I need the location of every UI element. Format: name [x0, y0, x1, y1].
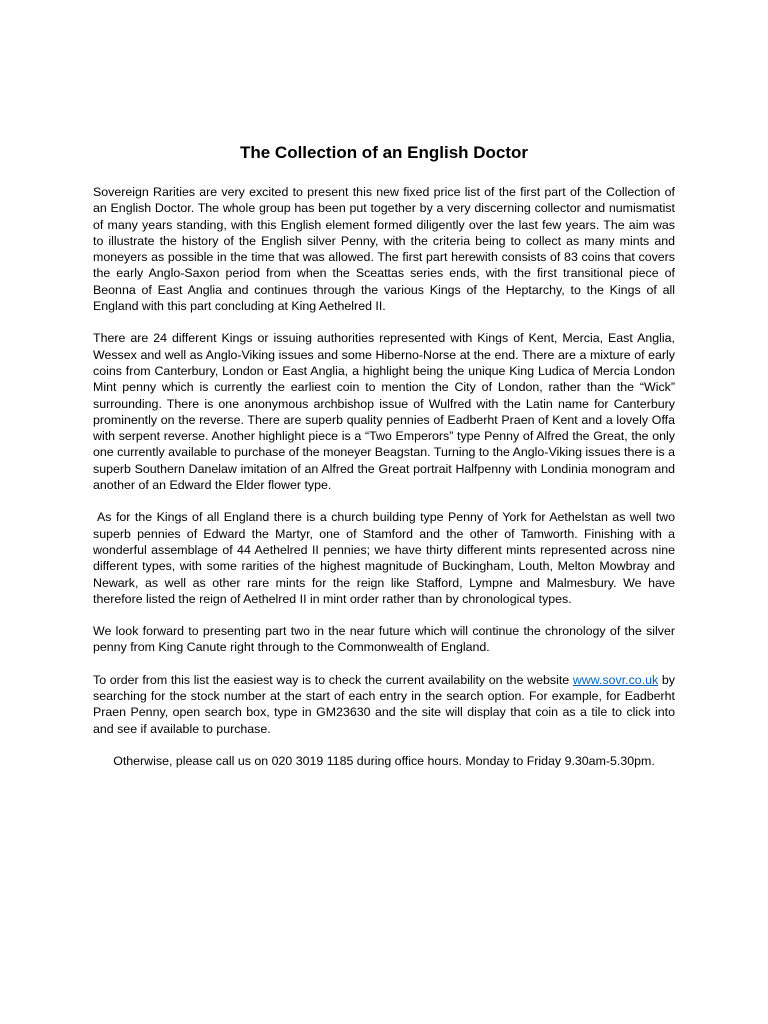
document-title: The Collection of an English Doctor [239, 143, 529, 162]
document-page [93, 140, 675, 785]
order-paragraph [93, 672, 675, 737]
order-text-before: To order from this list the easiest way is to check the current availability on the website [93, 672, 573, 687]
order-text-after: by searching for the stock number at the start of each entry in the search option. For example, for Eadberht Praen Penny, open search box, type in GM23630 and the site will display that coin as a tile to click into and see if available to purchase. [93, 672, 675, 736]
website-link[interactable]: www.sovr.co.uk [572, 672, 659, 687]
contact-paragraph: Otherwise, please call us on 020 3019 1185 during office hours. Monday to Friday 9.30am-5.30pm. [113, 753, 655, 768]
kings-paragraph: There are 24 different Kings or issuing authorities represented with Kings of Kent, Mercia, East Anglia, Wessex and well as Anglo-Viking issues and some Hiberno-Norse at the end. There are a mixture of early coins from Canterbury, London or East Anglia, a highlight being the unique King Ludica of Mercia London Mint penny which is currently the earliest coin to mention the City of London, rather than the “Wick” surrounding. There is one anonymous archbishop issue of Wulfred with the Latin name for Canterbury prominently on the reverse. There are superb quality pennies of Eadberht Praen of Kent and a lovely Offa with serpent reverse. Another highlight piece is a “Two Emperors” type Penny of Alfred the Great, the only one currently available to purchase of the moneyer Beagstan. Turning to the Anglo-Viking issues there is a superb Southern Danelaw imitation of an Alfred the Great portrait Halfpenny with Londinia monogram and another of an Edward the Elder flower type. [93, 331, 675, 493]
intro-paragraph: Sovereign Rarities are very excited to present this new fixed price list of the first part of the Collection of an English Doctor. The whole group has been put together by a very discerning collector and numismatist of many years standing, with this English element formed diligently over the last few years. The aim was to illustrate the history of the English silver Penny, with the criteria being to collect as many mints and moneyers as possible in the time that was allowed. The first part herewith consists of 83 coins that covers the early Anglo-Saxon period from when the Sceattas series ends, with the first transitional piece of Beonna of East Anglia and continues through the various Kings of the Heptarchy, to the Kings of all England with this part concluding at King Aethelred II. [93, 185, 675, 314]
part-two-paragraph: We look forward to presenting part two in the near future which will continue the chronology of the silver penny from King Canute right through to the Commonwealth of England. [93, 624, 675, 655]
kings-of-england-paragraph: As for the Kings of all England there is a church building type Penny of York for Aethelstan as well two superb pennies of Edward the Martyr, one of Stamford and the other of Tamworth. Finishing with a wonderful assemblage of 44 Aethelred II pennies; we have thirty different mints represented across nine different types, with some rarities of the highest magnitude of Buckingham, Louth, Melton Mowbray and Newark, as well as other rare mints for the reign like Stafford, Lympne and Malmesbury. We have therefore listed the reign of Aethelred II in mint order rather than by chronological types. [93, 510, 675, 606]
